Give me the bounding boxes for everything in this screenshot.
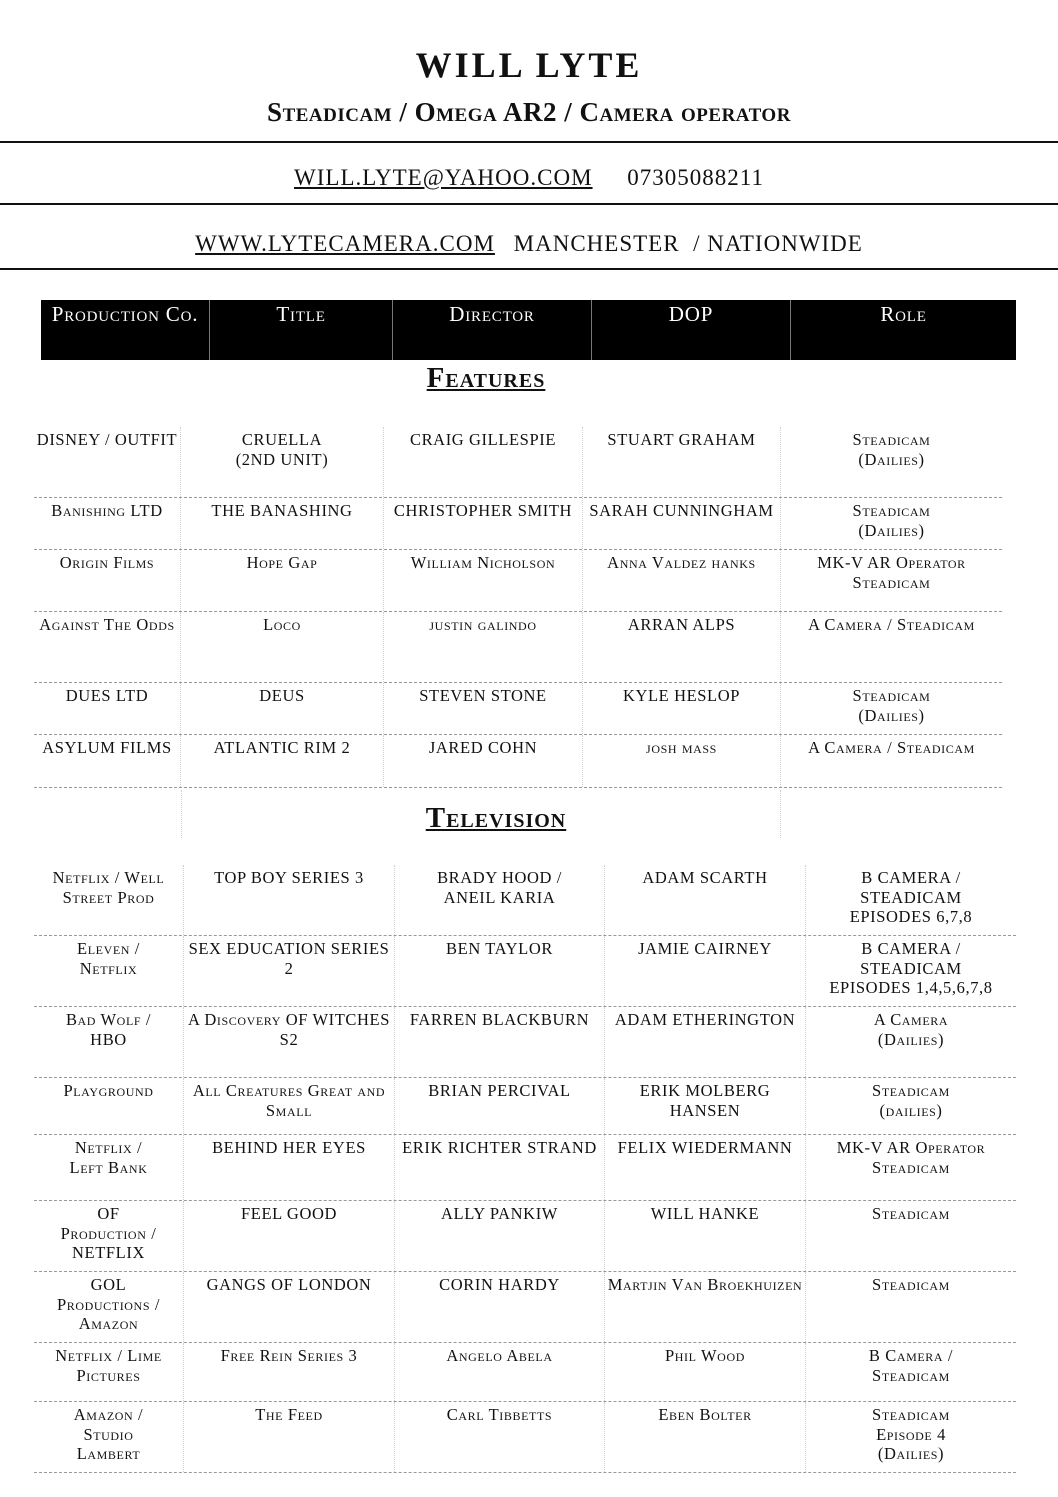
- cell-title: CRUELLA (2ND UNIT): [181, 427, 384, 497]
- cell-production: Netflix / Left Bank: [34, 1135, 184, 1200]
- cell-production: DISNEY / OUTFIT: [34, 427, 181, 497]
- cell-director: FARREN BLACKBURN: [395, 1007, 605, 1077]
- cell-director: STEVEN STONE: [384, 683, 583, 734]
- divider: [0, 203, 1058, 205]
- table-row: [34, 735, 1002, 788]
- cell-dop: STUART GRAHAM: [583, 427, 781, 497]
- cell-director: William Nicholson: [384, 550, 583, 611]
- cell-director: Angelo Abela: [395, 1343, 605, 1401]
- cell-title: Free Rein Series 3: [184, 1343, 395, 1401]
- section-title-television: Television: [425, 802, 567, 834]
- table-row: [34, 498, 1002, 550]
- table-row: [34, 1007, 1016, 1078]
- cell-dop: ADAM ETHERINGTON: [605, 1007, 806, 1077]
- cell-production: Playground: [34, 1078, 184, 1134]
- cell-production: Bad Wolf / HBO: [34, 1007, 184, 1077]
- person-name: WILL LYTE: [415, 45, 643, 85]
- cell-director: CHRISTOPHER SMITH: [384, 498, 583, 549]
- cell-title: TOP BOY SERIES 3: [184, 865, 395, 935]
- cell-title: The Feed: [184, 1402, 395, 1472]
- divider: [0, 268, 1058, 270]
- cell-director: BEN TAYLOR: [395, 936, 605, 1006]
- cell-director: ALLY PANKIW: [395, 1201, 605, 1271]
- contact-line: [0, 165, 1058, 191]
- cell-dop: FELIX WIEDERMANN: [605, 1135, 806, 1200]
- table-row: [34, 936, 1016, 1007]
- column-header-director: Director: [393, 300, 592, 360]
- cell-director: CRAIG GILLESPIE: [384, 427, 583, 497]
- website-link[interactable]: WWW.LYTECAMERA.COM: [195, 231, 495, 256]
- cell-role: Steadicam (Dailies): [852, 686, 931, 725]
- divider: [0, 141, 1058, 143]
- cell-role: A Camera / Steadicam: [808, 615, 975, 634]
- table-row: [34, 1135, 1016, 1201]
- cell-role: Steadicam: [872, 1204, 950, 1223]
- table-row: [34, 1272, 1016, 1343]
- cell-production: Netflix / Well Street Prod: [34, 865, 184, 935]
- cell-title: BEHIND HER EYES: [184, 1135, 395, 1200]
- location-text: MANCHESTER / NATIONWIDE: [513, 231, 863, 256]
- cell-director: BRADY HOOD / ANEIL KARIA: [395, 865, 605, 935]
- cell-role: MK-V AR Operator Steadicam: [817, 553, 966, 592]
- cell-role: B Camera / Steadicam: [868, 1346, 954, 1385]
- cell-role: B CAMERA / STEADICAM EPISODES 6,7,8: [849, 868, 973, 926]
- cell-dop: ADAM SCARTH: [605, 865, 806, 935]
- cell-dop: Martjin Van Broekhuizen: [605, 1272, 806, 1342]
- cell-director: BRIAN PERCIVAL: [395, 1078, 605, 1134]
- cell-title: A Discovery OF WITCHES S2: [184, 1007, 395, 1077]
- cell-director: JARED COHN: [384, 735, 583, 787]
- cell-role: A Camera / Steadicam: [808, 738, 975, 757]
- cell-production: Netflix / Lime Pictures: [34, 1343, 184, 1401]
- cell-role: Steadicam (Dailies): [852, 430, 931, 469]
- cell-director: CORIN HARDY: [395, 1272, 605, 1342]
- cell-title: Loco: [181, 612, 384, 682]
- cell-director: justin galindo: [384, 612, 583, 682]
- cell-production: GOL Productions / Amazon: [34, 1272, 184, 1342]
- cell-title: Hope Gap: [181, 550, 384, 611]
- cell-production: Origin Films: [34, 550, 181, 611]
- cell-role: Steadicam Episode 4 (Dailies): [872, 1405, 950, 1463]
- cell-role: B CAMERA / STEADICAM EPISODES 1,4,5,6,7,8: [829, 939, 993, 997]
- cell-title: FEEL GOOD: [184, 1201, 395, 1271]
- table-row: [34, 1078, 1016, 1135]
- table-row: [34, 612, 1002, 683]
- cell-title: ATLANTIC RIM 2: [181, 735, 384, 787]
- cell-production: OF Production / NETFLIX: [34, 1201, 184, 1271]
- job-title: Steadicam / Omega AR2 / Camera operator: [267, 97, 791, 127]
- cell-title: All Creatures Great and Small: [184, 1078, 395, 1134]
- cell-dop: KYLE HESLOP: [583, 683, 781, 734]
- cell-production: Banishing LTD: [34, 498, 181, 549]
- cell-dop: Eben Bolter: [605, 1402, 806, 1472]
- cell-role: MK-V AR Operator Steadicam: [836, 1138, 986, 1177]
- table-header: [41, 300, 1016, 360]
- column-header-production: Production Co.: [41, 300, 210, 360]
- cell-dop: SARAH CUNNINGHAM: [583, 498, 781, 549]
- web-line: [0, 231, 1058, 257]
- table-row: [34, 865, 1016, 936]
- section-title-features: Features: [426, 362, 546, 394]
- column-header-title: Title: [210, 300, 393, 360]
- table-row: [34, 550, 1002, 612]
- table-row: [34, 1402, 1016, 1473]
- cell-dop: ERIK MOLBERG HANSEN: [605, 1078, 806, 1134]
- cell-dop: Phil Wood: [605, 1343, 806, 1401]
- table-row: [34, 427, 1002, 498]
- table-row: [34, 1201, 1016, 1272]
- cell-production: Eleven / Netflix: [34, 936, 184, 1006]
- cell-dop: Anna Valdez hanks: [583, 550, 781, 611]
- phone-number: 07305088211: [627, 165, 764, 190]
- cell-role: A Camera (Dailies): [873, 1010, 949, 1049]
- column-header-role: Role: [880, 302, 927, 326]
- cell-production: Amazon / Studio Lambert: [34, 1402, 184, 1472]
- cell-production: ASYLUM FILMS: [34, 735, 181, 787]
- cell-role: Steadicam (Dailies): [852, 501, 931, 540]
- cell-dop: ARRAN ALPS: [583, 612, 781, 682]
- cell-director: Carl Tibbetts: [395, 1402, 605, 1472]
- column-header-dop: DOP: [592, 300, 791, 360]
- table-row: [34, 1343, 1016, 1402]
- cell-director: ERIK RICHTER STRAND: [395, 1135, 605, 1200]
- table-row: [34, 683, 1002, 735]
- cell-role: Steadicam: [872, 1275, 950, 1294]
- cell-dop: JAMIE CAIRNEY: [605, 936, 806, 1006]
- cell-title: GANGS OF LONDON: [184, 1272, 395, 1342]
- cell-title: DEUS: [181, 683, 384, 734]
- cell-production: Against The Odds: [34, 612, 181, 682]
- cell-title: THE BANASHING: [181, 498, 384, 549]
- cell-dop: WILL HANKE: [605, 1201, 806, 1271]
- cell-role: Steadicam (dailies): [872, 1081, 950, 1120]
- cell-title: SEX EDUCATION SERIES 2: [184, 936, 395, 1006]
- email-link[interactable]: WILL.LYTE@YAHOO.COM: [294, 165, 593, 190]
- cell-production: DUES LTD: [34, 683, 181, 734]
- cell-dop: josh mass: [583, 735, 781, 787]
